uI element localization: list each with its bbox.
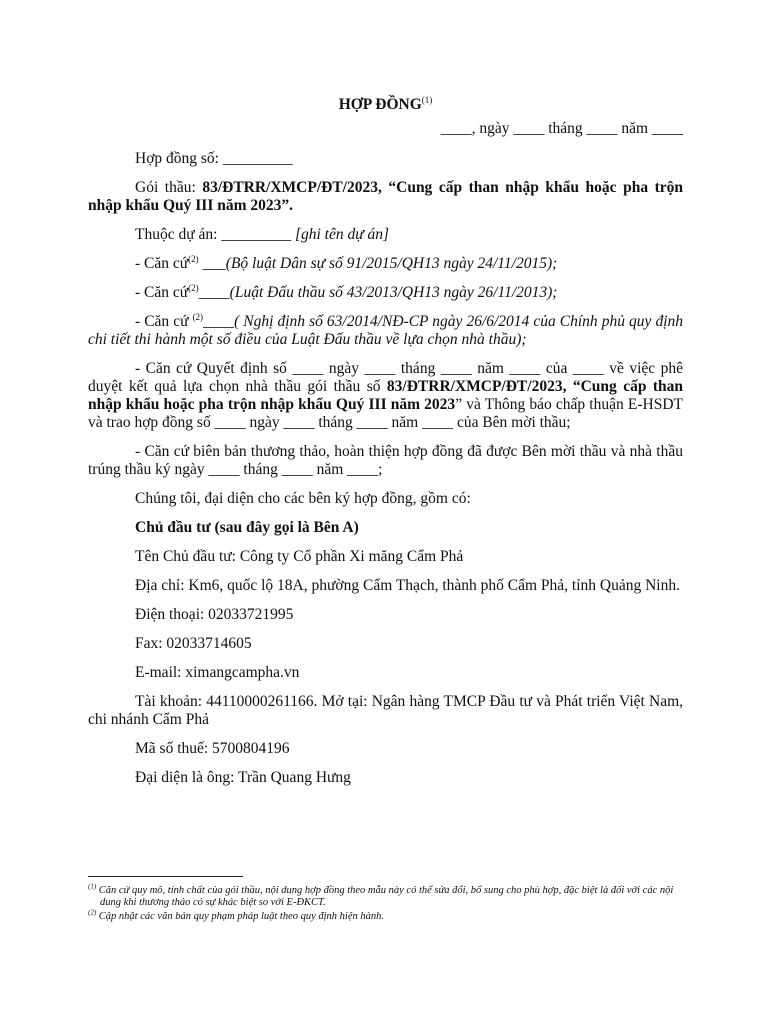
party-a-address: Địa chỉ: Km6, quốc lộ 18A, phường Cẩm Thạch, thành phố Cẩm Phả, tỉnh Quảng Ninh. — [135, 577, 680, 594]
title-text: HỢP ĐỒNG — [338, 96, 422, 113]
contract-number: Hợp đồng số: _________ — [135, 150, 293, 167]
basis-decision: - Căn cứ Quyết định số ____ ngày ____ tháng ____ năm ____ của ____ về việc phê duyệt kết quả lựa chọn nhà thầu gói thầu số 83/ĐTRR/XMCP/ĐT/2023, “Cung cấp than nhập khẩu hoặc pha trộn nhập khẩu Quý III năm 2023” và Thông báo chấp thuận E-HSDT và trao hợp đồng số ____ ngày ____ tháng ____ năm ____ của Bên mời thầu; — [88, 360, 684, 431]
title-footnote-mark: (1) — [421, 94, 433, 105]
party-a-account: Tài khoản: 44110000261166. Mở tại: Ngân hàng TMCP Đầu tư và Phát triển Việt Nam, chi nhánh Cẩm Phả — [88, 693, 683, 728]
basis-civil-code: - Căn cứ$^{(2)}$ ___(Bộ luật Dân sự số 91/2015/QH13 ngày 24/11/2015); — [135, 253, 558, 272]
basis-minutes: - Căn cứ biên bản thương thảo, hoàn thiện hợp đồng đã được Bên mời thầu và nhà thầu trúng thầu ký ngày ____ tháng ____ năm ____; — [88, 443, 683, 478]
parties-intro: Chúng tôi, đại diện cho các bên ký hợp đồng, gồm có: — [135, 490, 471, 507]
project-hint: [ghi tên dự án] — [294, 226, 390, 243]
party-a-heading: Chủ đầu tư (sau đây gọi là Bên A) — [135, 519, 359, 536]
package-line: Gói thầu: 83/ĐTRR/XMCP/ĐT/2023, “Cung cấp than nhập khẩu hoặc pha trộn nhập khẩu Quý III năm 2023”. — [88, 179, 684, 214]
basis-decree: - Căn cứ $^{(2)}$____( Nghị định số 63/2014/NĐ-CP ngày 26/6/2014 của Chính phủ quy định chi tiết thi hành một số điều của Luật Đấu thầu về lựa chọn nhà thầu); — [88, 311, 683, 348]
dateline: ____, ngày ____ tháng ____ năm ____ — [440, 120, 683, 137]
party-a-phone: Điện thoại: 02033721995 — [135, 606, 294, 623]
footnote-2: $^{(2)}$ Cập nhật các văn bản quy phạm pháp luật theo quy định hiện hành. — [88, 908, 385, 922]
party-a-fax: Fax: 02033714605 — [135, 635, 252, 652]
footnote-1: $^{(1)}$ Căn cứ quy mô, tính chất của gói thầu, nội dung hợp đồng theo mẫu này có thể sửa đổi, bổ sung cho phù hợp, đặc biệt là đối với các nội dung khi thương thảo có sự khác biệt so với E-ĐKCT. — [88, 882, 674, 908]
contract-body — [88, 96, 683, 798]
project-line: Thuộc dự án: _________ [ghi tên dự án] — [135, 226, 390, 243]
party-a-email: E-mail: ximangcampha.vn — [135, 664, 300, 681]
party-a-tax-code: Mã số thuế: 5700804196 — [135, 740, 290, 757]
party-a-name: Tên Chủ đầu tư: Công ty Cổ phần Xi măng Cẩm Phả — [135, 548, 464, 565]
footnotes — [88, 876, 683, 925]
basis-bidding-law: - Căn cứ$^{(2)}$____(Luật Đấu thầu số 43/2013/QH13 ngày 26/11/2013); — [135, 282, 558, 301]
package-code: 83/ĐTRR/XMCP/ĐT/2023, “Cung cấp than nhập khẩu hoặc pha trộn nhập khẩu Quý III năm 2023”. — [88, 179, 684, 214]
document-title — [88, 96, 683, 114]
footnote-divider — [88, 876, 243, 877]
party-a-representative: Đại diện là ông: Trần Quang Hưng — [135, 769, 351, 786]
